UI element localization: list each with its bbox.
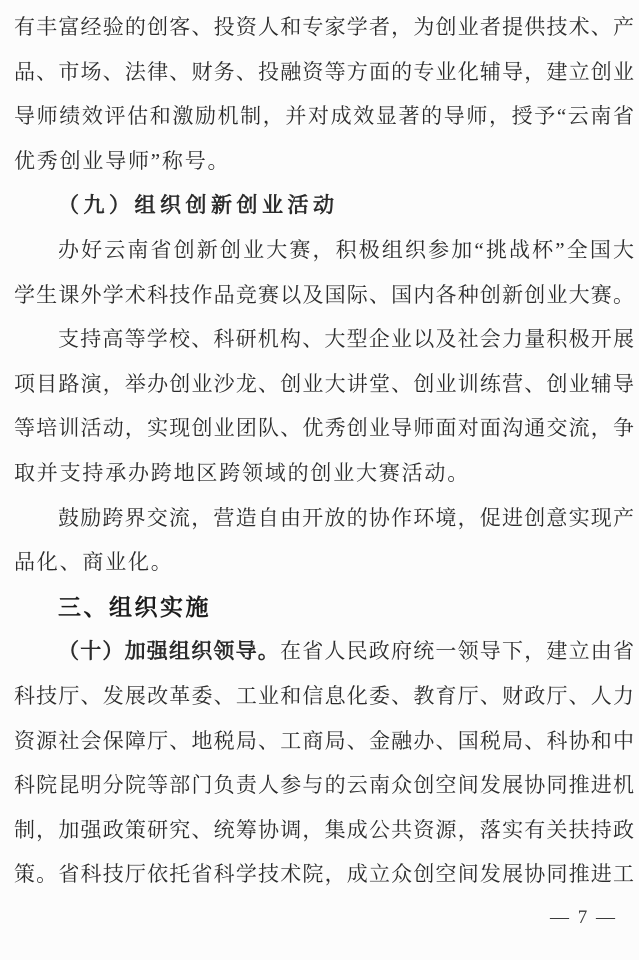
heading-kai-line (14, 183, 634, 228)
text-line (14, 451, 634, 496)
text-line (14, 139, 634, 184)
text-line (14, 94, 634, 139)
text-run: 项目路演，举办创业沙龙、创业大讲堂、创业训练营、创业辅导 (14, 371, 634, 396)
text-run: 科院昆明分院等部门负责人参与的云南众创空间发展协同推进机 (14, 773, 634, 798)
bold-text-run: （十）加强组织领导。 (58, 639, 280, 664)
text-run: 资源社会保障厅、地税局、工商局、金融办、国税局、科协和中 (14, 728, 634, 753)
text-line (14, 362, 634, 407)
text-run: 在省人民政府统一领导下，建立由省 (280, 639, 634, 664)
text-run: 支持高等学校、科研机构、大型企业以及社会力量积极开展 (58, 327, 634, 352)
text-run: 鼓励跨界交流，营造自由开放的协作环境，促进创意实现产 (58, 505, 634, 530)
text-line (14, 273, 634, 318)
text-line (14, 852, 634, 897)
text-line (14, 5, 634, 50)
text-run: 策。省科技厅依托省科学技术院，成立众创空间发展协同推进工 (14, 862, 634, 887)
text-line (14, 763, 634, 808)
text-line (14, 540, 634, 585)
text-line (14, 228, 634, 273)
text-run: 品化、商业化。 (14, 550, 174, 575)
text-line (14, 317, 634, 362)
text-line (14, 808, 634, 853)
text-run: （九）组织创新创业活动 (58, 193, 339, 218)
page-number: — 7 — (550, 907, 617, 928)
text-line (14, 50, 634, 95)
text-run: 有丰富经验的创客、投资人和专家学者，为创业者提供技术、产 (14, 15, 634, 39)
text-run: 品、市场、法律、财务、投融资等方面的专业化辅导，建立创业 (14, 59, 634, 84)
text-run: 优秀创业导师”称号。 (14, 148, 231, 173)
document-body (14, 5, 634, 897)
text-run: 三、组织实施 (58, 593, 211, 620)
text-line (14, 629, 634, 674)
heading-hei-line (14, 585, 634, 630)
text-run: 制，加强政策研究、统筹协调，集成公共资源，落实有关扶持政 (14, 817, 634, 842)
text-run: 科技厅、发展改革委、工业和信息化委、教育厅、财政厅、人力 (14, 683, 634, 708)
text-run: 办好云南省创新创业大赛，积极组织参加“挑战杯”全国大 (58, 237, 634, 262)
text-line (14, 406, 634, 451)
text-run: 取并支持承办跨地区跨领域的创业大赛活动。 (14, 460, 470, 485)
text-run: 学生课外学术科技作品竞赛以及国际、国内各种创新创业大赛。 (14, 282, 634, 307)
text-line (14, 719, 634, 764)
text-run: 导师绩效评估和激励机制，并对成效显著的导师，授予“云南省 (14, 104, 634, 129)
text-line (14, 496, 634, 541)
text-run: 等培训活动，实现创业团队、优秀创业导师面对面沟通交流，争 (14, 416, 634, 441)
text-line (14, 674, 634, 719)
